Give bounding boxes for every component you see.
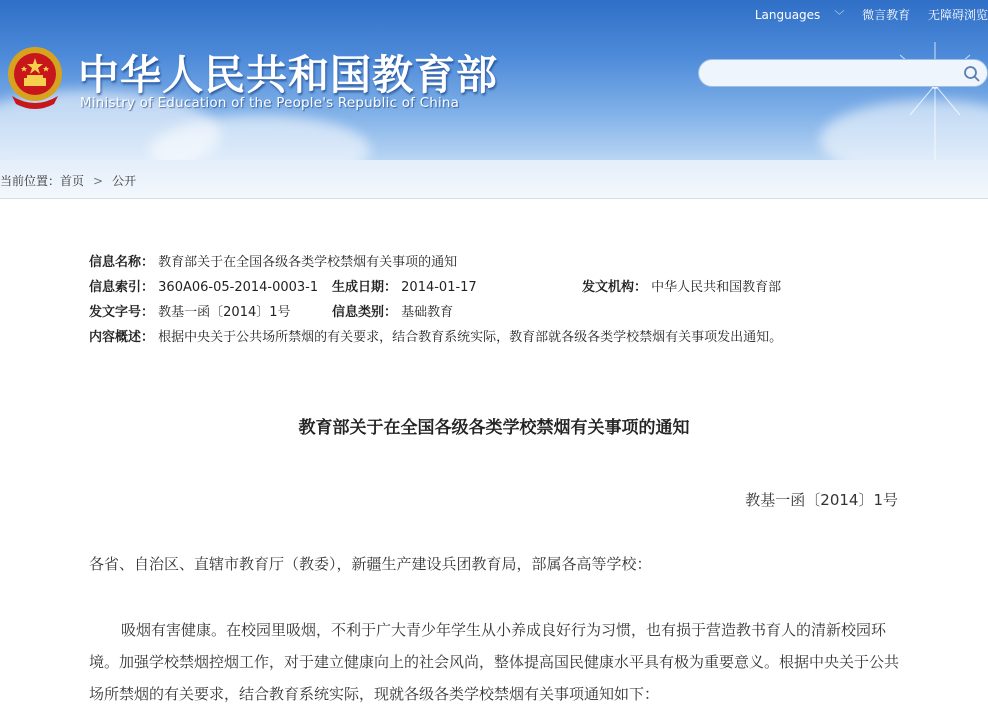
breadcrumb bbox=[0, 172, 136, 189]
document-paragraph: 吸烟有害健康。在校园里吸烟，不利于广大青少年学生从小养成良好行为习惯，也有损于营造教书育人的清新校园环境。加强学校禁烟控烟工作，对于建立健康向上的社会风尚，整体提高国民健康水平具有极为重要意义。根据中央关于公共场所禁烟的有关要求，结合教育系统实际，现就各级各类学校禁烟有关事项通知如下： bbox=[89, 621, 900, 703]
search-box bbox=[698, 59, 988, 87]
meta-row-name bbox=[89, 253, 782, 278]
meta-label: 信息名称： bbox=[89, 255, 155, 270]
languages-label: Languages bbox=[754, 8, 821, 22]
meta-row-docno bbox=[89, 303, 782, 328]
document-title: 教育部关于在全国各级各类学校禁烟有关事项的通知 bbox=[298, 418, 690, 438]
document-salutation: 各省、自治区、直辖市教育厅（教委），新疆生产建设兵团教育局，部属各高等学校： bbox=[89, 555, 652, 573]
breadcrumb-bar bbox=[0, 160, 988, 199]
meta-row-summary bbox=[89, 328, 782, 353]
search-input[interactable] bbox=[711, 64, 955, 84]
meta-value: 360A06-05-2014-0003-1 bbox=[158, 280, 319, 295]
top-links bbox=[727, 6, 988, 23]
breadcrumb-prefix: 当前位置： bbox=[0, 174, 61, 188]
meta-label: 发文机构： bbox=[582, 280, 648, 295]
chevron-down-icon: ﹀ bbox=[834, 11, 845, 22]
breadcrumb-home-link[interactable]: 首页 bbox=[60, 174, 85, 188]
document-number: 教基一函〔2014〕1号 bbox=[745, 491, 898, 509]
meta-value: 基础教育 bbox=[401, 305, 454, 320]
meta-value: 根据中央关于公共场所禁烟的有关要求，结合教育系统实际，教育部就各级各类学校禁烟有关事项发出通知。 bbox=[158, 330, 783, 345]
meta-value: 中华人民共和国教育部 bbox=[651, 280, 782, 295]
site-header bbox=[0, 0, 988, 160]
meta-label: 内容概述： bbox=[89, 330, 155, 345]
site-title-cn[interactable]: 中华人民共和国教育部 bbox=[78, 51, 498, 99]
meta-value: 教基一函〔2014〕1号 bbox=[158, 305, 291, 320]
dandelion-decoration bbox=[880, 30, 988, 160]
breadcrumb-separator: > bbox=[93, 174, 104, 188]
site-title-en[interactable]: Ministry of Education of the People's Republic of China bbox=[80, 95, 460, 111]
meta-label: 发文字号： bbox=[89, 305, 155, 320]
meta-row-index bbox=[89, 278, 782, 303]
languages-link[interactable] bbox=[741, 8, 844, 22]
breadcrumb-public-link[interactable]: 公开 bbox=[112, 174, 137, 188]
meta-value: 教育部关于在全国各级各类学校禁烟有关事项的通知 bbox=[158, 255, 458, 270]
meta-label: 信息类别： bbox=[332, 305, 398, 320]
search-icon[interactable] bbox=[963, 65, 981, 83]
meta-label: 信息索引： bbox=[89, 280, 155, 295]
meta-label: 生成日期： bbox=[332, 280, 398, 295]
weiyan-link[interactable]: 微言教育 bbox=[862, 8, 911, 22]
info-metadata bbox=[89, 253, 782, 353]
accessibility-link[interactable]: 无障碍浏览 bbox=[927, 8, 988, 22]
national-emblem-icon bbox=[4, 44, 66, 110]
meta-value: 2014-01-17 bbox=[401, 280, 477, 295]
